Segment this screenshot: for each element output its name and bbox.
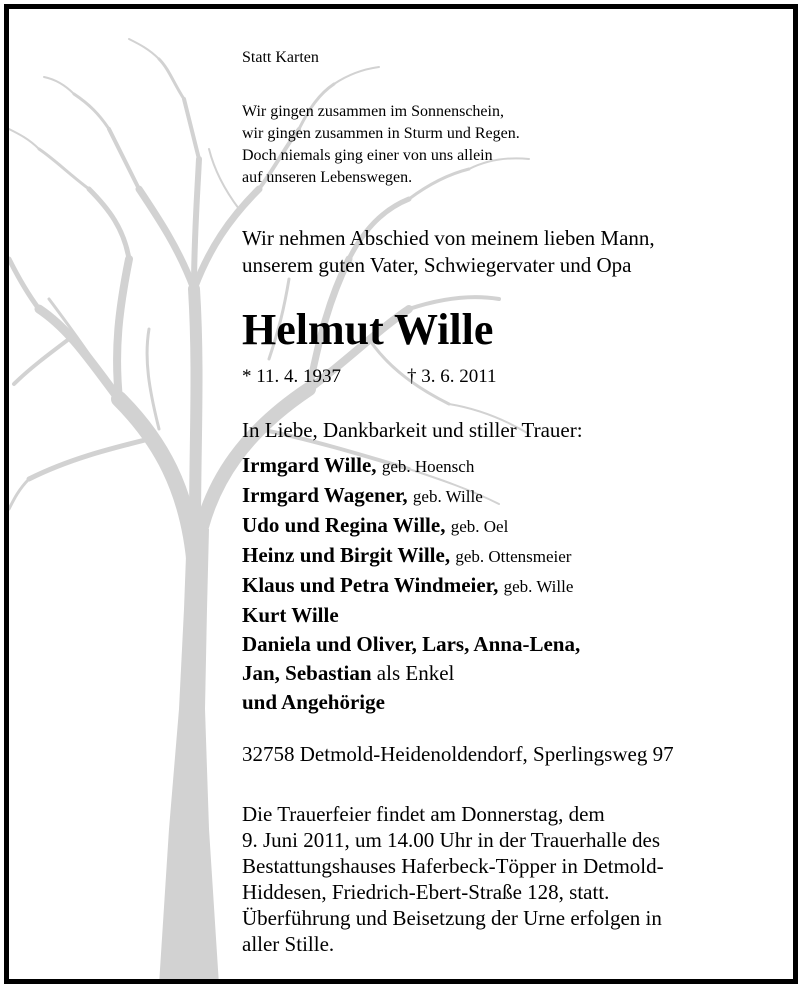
service-line: Überführung und Beisetzung der Urne erfolgen in [242,906,662,930]
poem-line: wir gingen zusammen in Sturm und Regen. [242,125,520,142]
family-name: Kurt Wille [242,603,339,627]
family-member [242,511,580,541]
family-member [242,630,580,659]
birth-name: geb. Ottensmeier [455,547,572,566]
birth-name: geb. Hoensch [381,457,475,476]
deceased-name: Helmut Wille [242,305,494,354]
poem-line: auf unseren Lebenswegen. [242,169,413,186]
birth-name: geb. Oel [450,517,509,536]
family-member [242,601,580,630]
family-name: Daniela und Oliver, Lars, Anna-Lena, [242,632,581,656]
family-member [242,451,580,481]
farewell-line: Wir nehmen Abschied von meinem lieben Mann, [242,226,655,250]
statt-karten: Statt Karten [242,49,319,66]
death-date: † 3. 6. 2011 [407,366,497,387]
poem-line: Doch niemals ging einer von uns allein [242,147,493,164]
service-line: Bestattungshauses Haferbeck-Töpper in Detmold- [242,854,664,878]
family-member [242,571,580,601]
mourning-intro: In Liebe, Dankbarkeit und stiller Trauer: [242,418,583,442]
service-line: 9. Juni 2011, um 14.00 Uhr in der Trauerhalle des [242,828,661,852]
obituary-frame [4,4,798,984]
service-line: aller Stille. [242,932,335,956]
service-line: Hiddesen, Friedrich-Ebert-Straße 128, statt. [242,880,610,904]
relation-suffix: als Enkel [376,661,455,685]
poem-line: Wir gingen zusammen im Sonnenschein, [242,103,504,120]
family-member [242,659,580,688]
family-name: Klaus und Petra Windmeier, [242,573,499,597]
family-member [242,541,580,571]
birth-name: geb. Wille [503,577,574,596]
family-name: und Angehörige [242,690,385,714]
life-dates [242,365,497,389]
family-name: Jan, Sebastian [242,661,372,685]
farewell-line: unserem guten Vater, Schwiegervater und Opa [242,253,632,277]
family-member [242,481,580,511]
birth-date: * 11. 4. 1937 [242,366,342,387]
family-list [242,451,580,717]
service-line: Die Trauerfeier findet am Donnerstag, dem [242,802,605,826]
family-name: Irmgard Wille, [242,453,377,477]
family-member [242,688,580,717]
address: 32758 Detmold-Heidenoldendorf, Sperlingsweg 97 [242,742,674,766]
family-name: Irmgard Wagener, [242,483,408,507]
family-name: Udo und Regina Wille, [242,513,446,537]
birth-name: geb. Wille [412,487,483,506]
family-name: Heinz und Birgit Wille, [242,543,451,567]
